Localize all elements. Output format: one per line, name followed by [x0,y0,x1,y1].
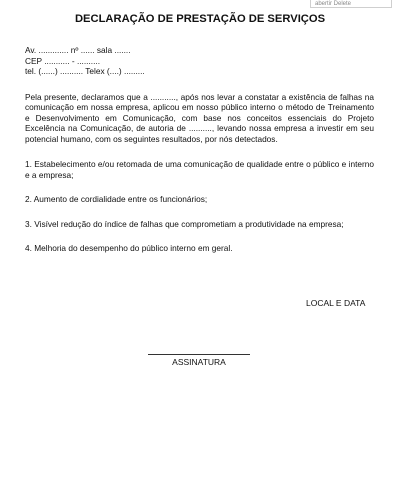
document-content [25,45,374,254]
address-block [25,45,374,77]
local-data-label: LOCAL E DATA [306,298,366,308]
list-item-2: 2. Aumento de cordialidade entre os funcionários; [25,194,208,204]
signature-line [148,354,250,355]
intro-paragraph: Pela presente, declaramos que a ..........., após nos levar a constatar a existência de falhas na comunicação em nossa empresa, aplicou em nosso público interno o método de Treinamento e Desenvolvimento em Comunicação, com base nos conceitos essenciais do Projeto Excelência na Comunicação, de autoria de .........., levando nossa empresa a investir em seu potencial humano, com os seguintes resultados, por nós detectados. [25,91,374,144]
address-line-2: CEP ........... - .......... [25,55,100,66]
signature-label: ASSINATURA [172,357,226,367]
address-line-3: tel. (......) .......... Telex (....) ......... [25,66,145,76]
list-item-1: 1. Estabelecimento e/ou retomada de uma comunicação de qualidade entre o público e interno e a empresa; [25,159,374,180]
list-item-4: 4. Melhoria do desempenho do público interno em geral. [25,243,233,253]
document-title: DECLARAÇÃO DE PRESTAÇÃO DE SERVIÇOS [74,13,326,25]
address-line-1: Av. ............. nº ...... sala ....... [25,45,131,55]
corner-label: abertir Delete [310,0,392,8]
list-item-3: 3. Visível redução do índice de falhas que comprometiam a produtividade na empresa; [25,218,344,229]
